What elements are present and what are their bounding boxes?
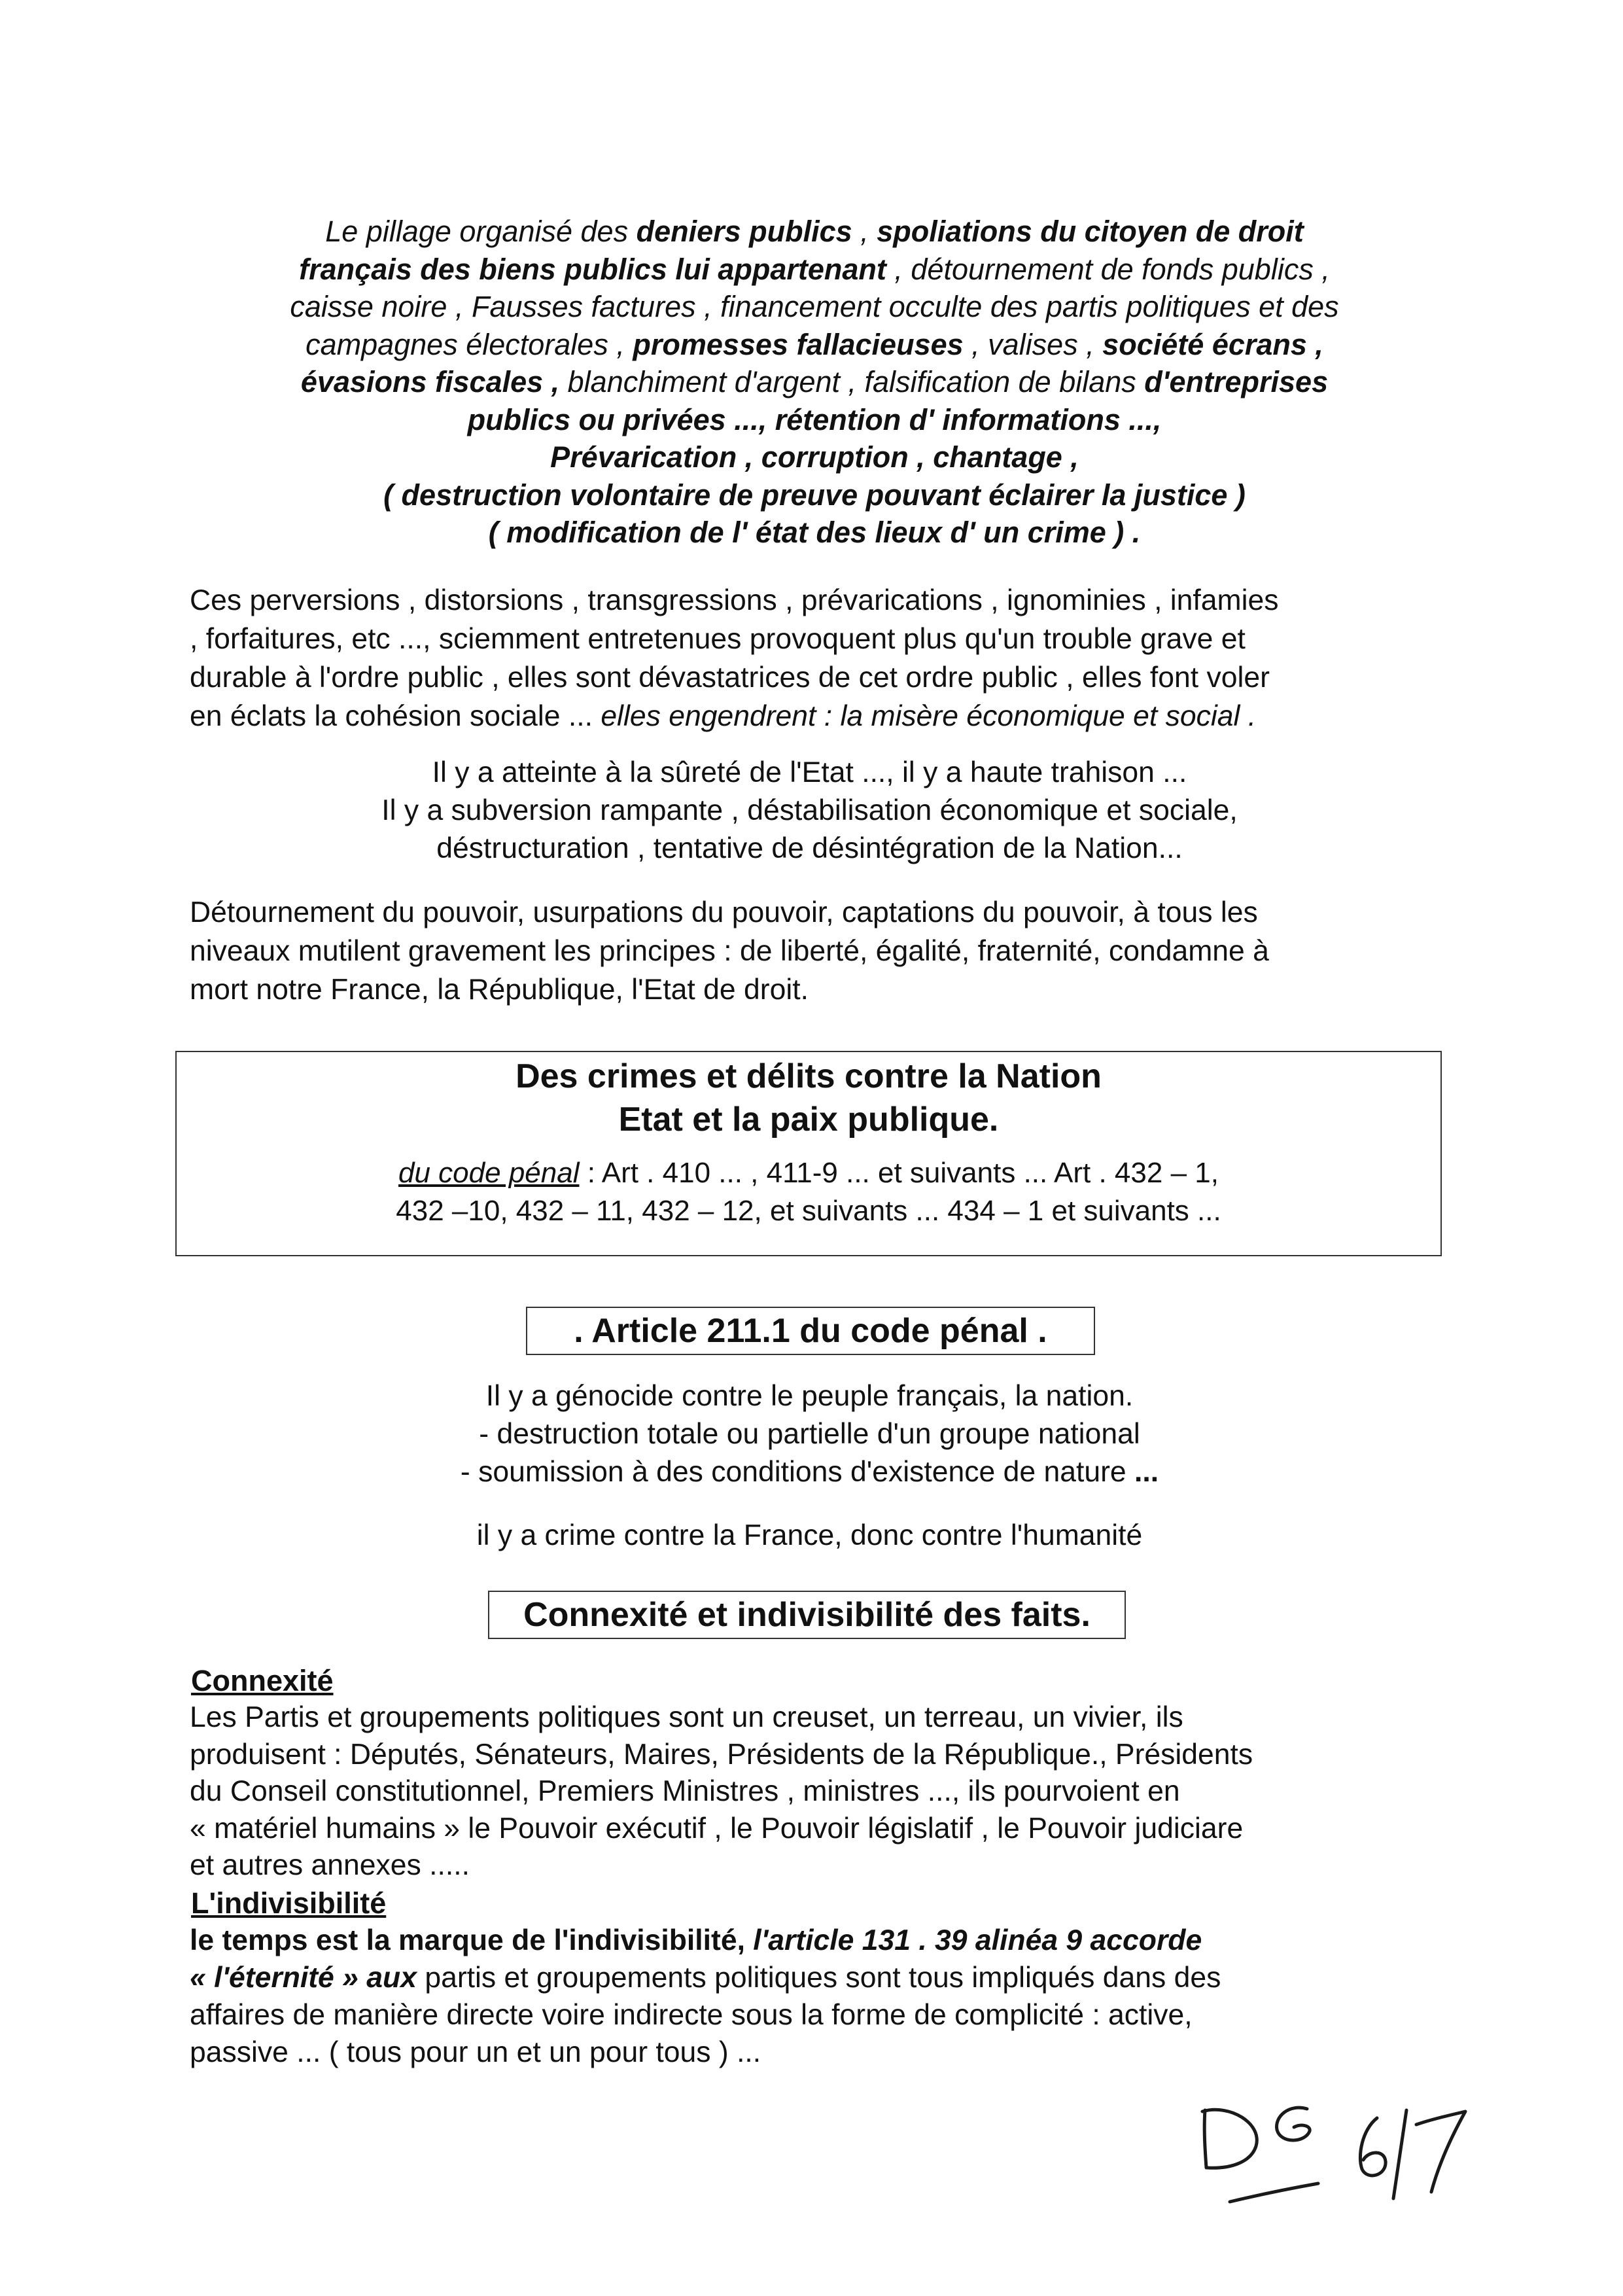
indivisibilite-paragraph bbox=[190, 1922, 1429, 2071]
crime-france-line bbox=[190, 1517, 1429, 1555]
intro-line-5: évasions fiscales , blanchiment d'argent , falsification de bilans d'entreprises bbox=[300, 365, 1329, 398]
connexite-line-3: du Conseil constitutionnel, Premiers Ministres , ministres ..., ils pourvoient en bbox=[190, 1775, 1180, 1807]
indivisibilite-line-1: le temps est la marque de l'indivisibilité, l'article 131 . 39 alinéa 9 accorde bbox=[190, 1924, 1202, 1956]
indivisibilite-line-4: passive ... ( tous pour un et un pour tous ) ... bbox=[190, 2036, 761, 2068]
para1-line-1: Ces perversions , distorsions , transgressions , prévarications , ignominies , infamies bbox=[190, 584, 1279, 616]
para3-line-1: Détournement du pouvoir, usurpations du pouvoir, captations du pouvoir, à tous les bbox=[190, 896, 1258, 928]
connexite-heading: Connexité bbox=[191, 1664, 334, 1697]
genocide-block bbox=[190, 1377, 1429, 1491]
paragraph-perversions bbox=[190, 581, 1429, 735]
indivisibilite-heading: L'indivisibilité bbox=[191, 1886, 387, 1920]
indivisibilite-line-3: affaires de manière directe voire indirecte sous la forme de complicité : active, bbox=[190, 1999, 1193, 2031]
genocide-line-2: - destruction totale ou partielle d'un groupe national bbox=[479, 1418, 1140, 1450]
intro-line-9: ( modification de l' état des lieux d' un crime ) . bbox=[488, 516, 1141, 549]
para3-line-2: niveaux mutilent gravement les principes : de liberté, égalité, fraternité, condamne à bbox=[190, 935, 1269, 967]
box1-title-1: Des crimes et délits contre la Nation bbox=[515, 1057, 1102, 1095]
intro-line-2: français des biens publics lui appartenant , détournement de fonds publics , bbox=[299, 252, 1330, 286]
connexite-paragraph bbox=[190, 1699, 1429, 1884]
para2-line-2: Il y a subversion rampante , déstabilisation économique et sociale, bbox=[381, 794, 1238, 826]
paragraph-atteinte bbox=[190, 754, 1429, 868]
crimes-delits-box bbox=[175, 1051, 1442, 1256]
paragraph-detournement bbox=[190, 893, 1429, 1009]
intro-paragraph bbox=[196, 213, 1433, 552]
connexite-line-5: et autres annexes ..... bbox=[190, 1849, 470, 1881]
intro-line-1: Le pillage organisé des deniers publics , spoliations du citoyen de droit bbox=[325, 215, 1304, 248]
intro-line-8: ( destruction volontaire de preuve pouvant éclairer la justice ) bbox=[383, 478, 1246, 512]
article-211-box: . Article 211.1 du code pénal . bbox=[526, 1307, 1095, 1355]
genocide-line-3: - soumission à des conditions d'existence de nature ... bbox=[460, 1456, 1159, 1488]
indivisibilite-line-2: « l'éternité » aux partis et groupements politiques sont tous impliqués dans des bbox=[190, 1962, 1221, 1994]
para2-line-1: Il y a atteinte à la sûreté de l'Etat ..., il y a haute trahison ... bbox=[432, 756, 1187, 788]
genocide-line-1: Il y a génocide contre le peuple français, la nation. bbox=[485, 1380, 1134, 1412]
intro-line-6: publics ou privées ..., rétention d' informations ..., bbox=[467, 402, 1162, 436]
para3-line-3: mort notre France, la République, l'Etat de droit. bbox=[190, 974, 809, 1006]
para1-line-2: , forfaitures, etc ..., sciemment entretenues provoquent plus qu'un trouble grave et bbox=[190, 623, 1246, 655]
para1-line-4: en éclats la cohésion sociale ... elles engendrent : la misère économique et social . bbox=[190, 700, 1257, 732]
box1-title-2: Etat et la paix publique. bbox=[618, 1101, 999, 1139]
box1-reference-line-2: 432 –10, 432 – 11, 432 – 12, et suivants ... 434 – 1 et suivants ... bbox=[396, 1195, 1221, 1227]
intro-line-4: campagnes électorales , promesses fallacieuses , valises , société écrans , bbox=[305, 327, 1323, 361]
genocide-line-4: il y a crime contre la France, donc contre l'humanité bbox=[476, 1519, 1143, 1551]
handwritten-page-mark bbox=[1191, 2077, 1485, 2208]
para1-line-3: durable à l'ordre public , elles sont dévastatrices de cet ordre public , elles font voler bbox=[190, 662, 1270, 694]
box1-reference-line-1: du code pénal : Art . 410 ... , 411-9 ... et suivants ... Art . 432 – 1, bbox=[398, 1157, 1219, 1189]
para2-line-3: déstructuration , tentative de désintégration de la Nation... bbox=[436, 832, 1183, 864]
code-penal-label: du code pénal bbox=[398, 1157, 580, 1189]
connexite-line-1: Les Partis et groupements politiques sont un creuset, un terreau, un vivier, ils bbox=[190, 1701, 1183, 1733]
connexite-box: Connexité et indivisibilité des faits. bbox=[488, 1591, 1126, 1639]
connexite-line-2: produisent : Députés, Sénateurs, Maires, Présidents de la République., Présidents bbox=[190, 1738, 1253, 1771]
intro-line-7: Prévarication , corruption , chantage , bbox=[550, 440, 1079, 474]
intro-line-3: caisse noire , Fausses factures , financement occulte des partis politiques et des bbox=[290, 290, 1339, 323]
connexite-line-4: « matériel humains » le Pouvoir exécutif , le Pouvoir législatif , le Pouvoir judiciare bbox=[190, 1812, 1244, 1845]
